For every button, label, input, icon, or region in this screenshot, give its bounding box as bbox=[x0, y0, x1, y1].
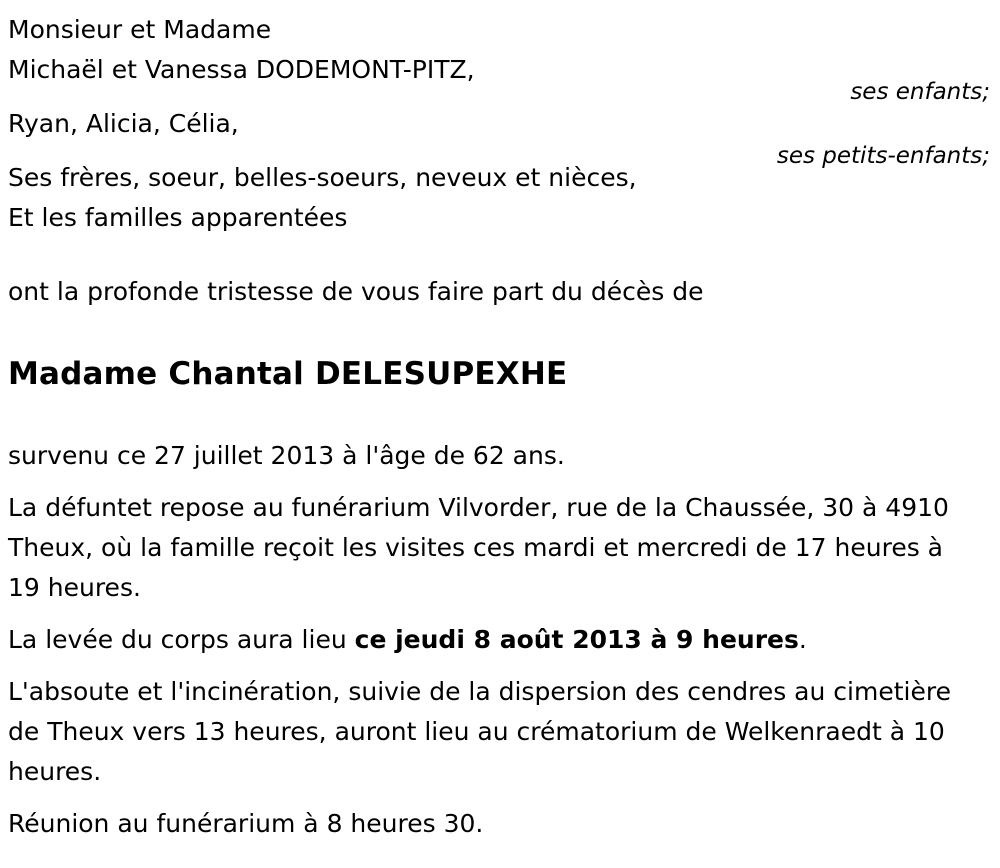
family-line-monsieur-et-madame: Monsieur et Madame bbox=[8, 15, 272, 44]
levee-date-bold: ce jeudi 8 août 2013 à 9 heures bbox=[354, 625, 799, 654]
paragraph-absoute-incineration: L'absoute et l'incinération, suivie de la dispersion des cendres au cimetière de Theux vers 13 heures, auront lieu au crématorium de Welkenraedt à 10 heures. bbox=[8, 677, 951, 786]
paragraph-funerarium: La défuntet repose au funérarium Vilvorder, rue de la Chaussée, 30 à 4910 Theux, où la famille reçoit les visites ces mardi et mercredi de 17 heures à 19 heures. bbox=[8, 493, 949, 602]
spacer-5 bbox=[8, 396, 992, 436]
family-line-siblings: Ses frères, soeur, belles-soeurs, neveux et nièces, bbox=[8, 163, 637, 192]
levee-prefix: La levée du corps aura lieu bbox=[8, 625, 355, 654]
spacer-3 bbox=[8, 238, 992, 272]
spacer-1 bbox=[8, 90, 992, 104]
family-block bbox=[8, 10, 992, 238]
family-line-grandchildren-names: Ryan, Alicia, Célia, bbox=[8, 109, 239, 138]
family-line-children-names: Michaël et Vanessa DODEMONT-PITZ, bbox=[8, 55, 475, 84]
note-ses-petits-enfants: ses petits-enfants; bbox=[776, 143, 990, 169]
paragraph-reunion: Réunion au funérarium à 8 heures 30. bbox=[8, 809, 484, 838]
family-line-related-families: Et les familles apparentées bbox=[8, 203, 348, 232]
levee-suffix: . bbox=[798, 625, 807, 654]
paragraph-levee-du-corps bbox=[8, 620, 968, 660]
spacer-4 bbox=[8, 312, 992, 352]
announcement-text: ont la profonde tristesse de vous faire part du décès de bbox=[8, 277, 704, 306]
paragraph-date-deces: survenu ce 27 juillet 2013 à l'âge de 62 ans. bbox=[8, 441, 565, 470]
note-ses-enfants: ses enfants; bbox=[850, 79, 990, 105]
deceased-name: Madame Chantal DELESUPEXHE bbox=[8, 356, 568, 392]
